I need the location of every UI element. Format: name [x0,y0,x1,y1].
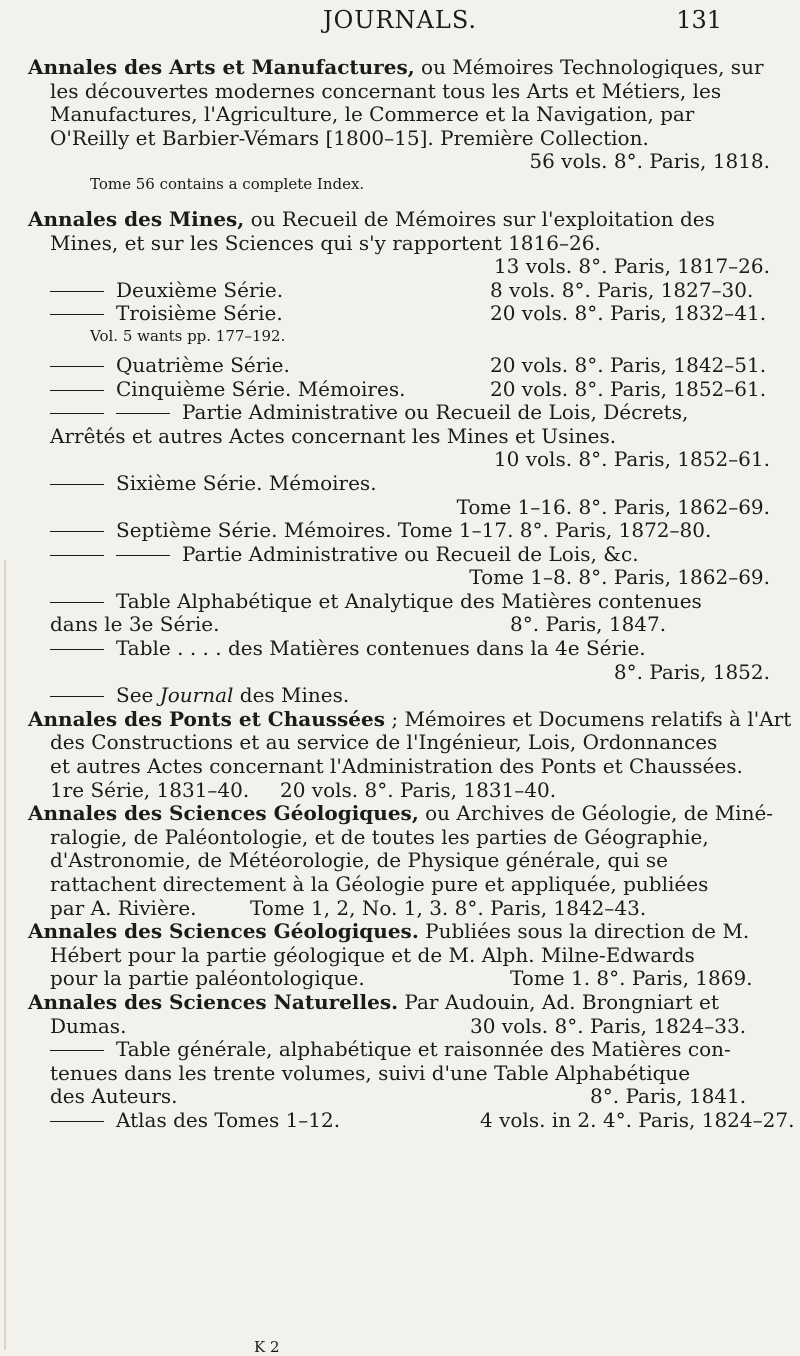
series-line: Cinquième Série. Mémoires. 20 vols. 8°. Paris, 1852–61. [50,378,770,402]
entry-line: ralogie, de Paléontologie, et de toutes les parties de Géographie, [50,824,709,849]
publication-info: 20 vols. 8°. Paris, 1852–61. [490,376,767,401]
publication-info: 8°. Paris, 1841. [590,1084,747,1109]
page-number: 131 [676,6,722,34]
publication-info: Tome 1. 8°. Paris, 1869. [510,966,753,991]
entry-title: Annales des Mines, [28,206,245,231]
series-line: Atlas des Tomes 1–12. 4 vols. in 2. 4°. Paris, 1824–27. [50,1109,770,1133]
series-line: Table Alphabétique et Analytique des Matières contenues [50,590,770,614]
entry-title: Annales des Ponts et Chaussées [28,706,385,731]
publication-info: 8°. Paris, 1847. [510,612,667,637]
publication-info: 4 vols. in 2. 4°. Paris, 1824–27. [480,1107,795,1132]
publication-info: 8°. Paris, 1852. [613,659,770,684]
entry-line [28,255,770,279]
page-edge-shadow [4,560,6,1350]
series-line: Table . . . . des Matières contenues dans la 4e Série. [50,637,770,661]
publication-info: 10 vols. 8°. Paris, 1852–61. [493,447,770,472]
entry-line: Hébert pour la partie géologique et de M. Alph. Milne-Edwards [50,942,695,967]
entry-line: dans le 3e Série. 8°. Paris, 1847. [50,612,667,637]
series-line: Table générale, alphabétique et raisonnée des Matières con- [50,1038,770,1062]
series-line: Septième Série. Mémoires. Tome 1–17. 8°. Paris, 1872–80. [50,519,770,543]
entry-line: les découvertes modernes concernant tous les Arts et Métiers, les [50,78,722,103]
entry-line: rattachent directement à la Géologie pure et appliquée, publiées [50,872,709,896]
publication-info: Tome 1, 2, No. 1, 3. 8°. Paris, 1842–43. [250,895,647,920]
entry-line: d'Astronomie, de Météorologie, de Physique générale, qui se [50,848,668,873]
entry-line: Mines, et sur les Sciences qui s'y rapportent 1816–26. [50,230,601,255]
entry-line: par A. Rivière. Tome 1, 2, No. 1, 3. 8°. Paris, 1842–43. [50,895,647,920]
publication-info: 30 vols. 8°. Paris, 1824–33. [470,1013,747,1038]
publication-info: 20 vols. 8°. Paris, 1832–41. [490,301,767,326]
entry-line: des Constructions et au service de l'Ingénieur, Lois, Ordonnances [50,730,718,755]
list-item: Annales des Mines, ou Recueil de Mémoires sur l'exploitation des [28,206,715,231]
printer-signature: K 2 [254,1338,280,1356]
publication-info: 20 vols. 8°. Paris, 1831–40. [280,777,557,802]
entry-line: Arrêtés et autres Actes concernant les Mines et Usines. [50,423,617,448]
series-line: Sixième Série. Mémoires. [50,472,770,496]
list-item: Annales des Arts et Manufactures, ou Mémoires Technologiques, sur [28,55,764,79]
publication-info: 13 vols. 8°. Paris, 1817–26. [493,254,770,279]
entry-note: Tome 56 contains a complete Index. [90,174,365,193]
entry-note: Vol. 5 wants pp. 177–192. [90,326,286,345]
publication-info: 8 vols. 8°. Paris, 1827–30. [490,277,754,302]
entry-title: Annales des Arts et Manufactures, [28,55,415,79]
cross-reference: Journal [159,683,234,708]
list-item: Annales des Sciences Géologiques, ou Archives de Géologie, de Miné- [28,801,774,826]
list-item: Annales des Sciences Naturelles. Par Audouin, Ad. Brongniart et [28,989,719,1014]
publication-info: 56 vols. 8°. Paris, 1818. [529,149,770,174]
series-line: Deuxième Série. 8 vols. 8°. Paris, 1827–30. [50,279,770,303]
series-line: Troisième Série. 20 vols. 8°. Paris, 1832–41. [50,302,770,326]
entry-line: tenues dans les trente volumes, suivi d'une Table Alphabétique [50,1060,691,1085]
entry-line [28,448,770,472]
list-item: Annales des Ponts et Chaussées ; Mémoires et Documens relatifs à l'Art [28,706,792,731]
entry-line: Manufactures, l'Agriculture, le Commerce et la Navigation, par [50,102,695,127]
publication-info: 20 vols. 8°. Paris, 1842–51. [490,352,767,377]
publication-info: Tome 1–16. 8°. Paris, 1862–69. [456,494,770,519]
journal-list [28,55,795,1133]
entry-line [28,496,770,520]
running-title: JOURNALS. [322,6,478,34]
series-line: Partie Administrative ou Recueil de Lois, &c. [50,543,770,567]
entry-title: Annales des Sciences Géologiques. [28,919,419,944]
entry-line [28,566,770,590]
entry-line: Dumas. 30 vols. 8°. Paris, 1824–33. [50,1013,747,1038]
list-item: Annales des Sciences Géologiques. Publiées sous la direction de M. [28,919,750,944]
entry-line [28,661,770,685]
entry-line: O'Reilly et Barbier-Vémars [1800–15]. Première Collection. [50,125,649,150]
entry-line: et autres Actes concernant l'Administration des Ponts et Chaussées. [50,754,743,779]
publication-info: Tome 1–8. 8°. Paris, 1862–69. [469,565,770,590]
entry-title: Annales des Sciences Géologiques, [28,801,419,826]
entry-line [28,150,770,174]
series-line: See Journal des Mines. [50,684,770,708]
entry-line: 1re Série, 1831–40. 20 vols. 8°. Paris, 1831–40. [50,777,557,802]
entry-line: pour la partie paléontologique. Tome 1. 8°. Paris, 1869. [50,966,753,991]
series-line: Partie Administrative ou Recueil de Lois, Décrets, [50,401,770,425]
entry-title: Annales des Sciences Naturelles. [28,989,399,1014]
series-line: Quatrième Série. 20 vols. 8°. Paris, 1842–51. [50,354,770,378]
entry-line: des Auteurs. 8°. Paris, 1841. [50,1084,747,1109]
